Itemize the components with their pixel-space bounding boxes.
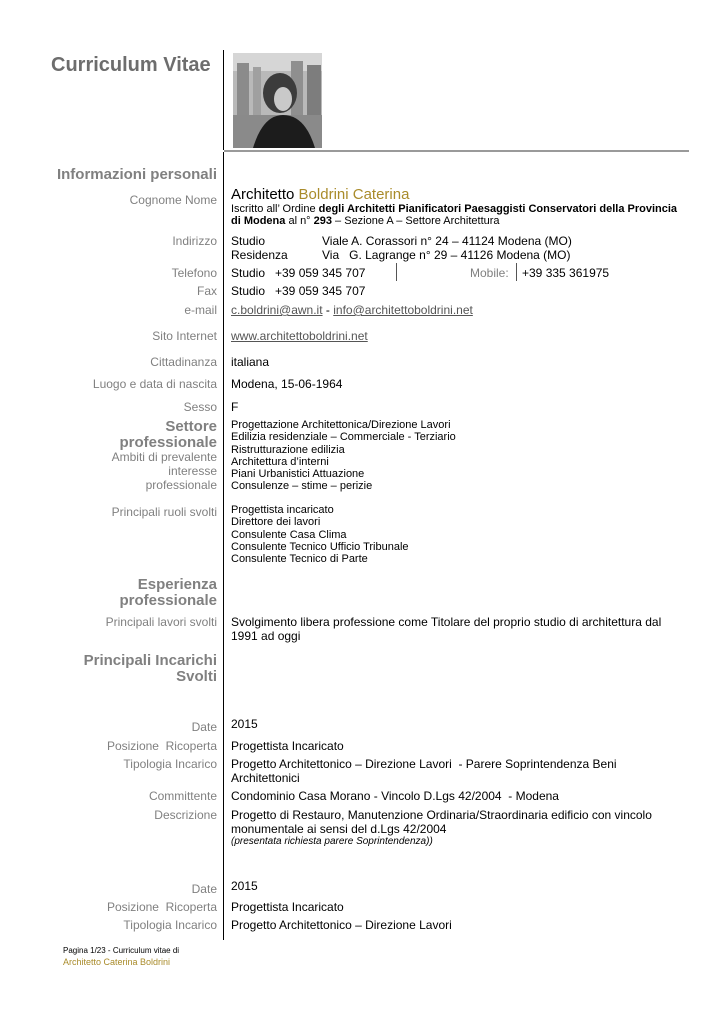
list-item: Consulente Tecnico di Parte [231,553,368,566]
sex-label: Sesso [183,400,217,414]
registration-post: – Sezione A – Settore Architettura [332,215,500,228]
entry1-date: 2015 [231,717,258,731]
works-label: Principali lavori svolti [105,615,217,629]
sector-title-line2: professionale [119,434,217,451]
address-label: Indirizzo [172,234,217,248]
email-separator: - [322,303,334,317]
entry1-type-line2: Architettonici [231,771,300,785]
email-link-1[interactable]: c.boldrini@awn.it [231,303,323,317]
works-value [231,615,661,643]
citizenship-value: italiana [231,355,270,369]
section-personal-title: Informazioni personali [56,166,217,183]
section-assignments-title [84,653,217,685]
footer-name: Architetto Caterina Boldrini [63,957,171,967]
list-item: Piani Urbanistici Attuazione [231,468,365,481]
name-label: Cognome Nome [129,193,217,207]
works-line1: Svolgimento libera professione come Titolare del proprio studio di architettura dal [231,615,662,629]
experience-title-line1: Esperienza [137,576,217,593]
entry2-position-label: Posizione Ricoperta [106,900,217,914]
name-surname: Boldrini Caterina [298,186,410,203]
email-value [231,303,473,317]
website-link[interactable]: www.architettoboldrini.net [231,329,368,343]
website-value [231,329,368,343]
entry1-description-line2: monumentale ai sensi del d.Lgs 42/2004 [231,822,447,836]
interests-list [231,419,456,493]
birth-value: Modena, 15-06-1964 [231,377,343,391]
entry1-description-label: Descrizione [154,808,217,822]
list-item: Progettista incaricato [231,504,334,516]
interests-label-line3: professionale [145,478,217,492]
entry1-client: Condominio Casa Morano - Vincolo D.Lgs 42/2004 - Modena [231,789,559,803]
entry2-date-label: Date [191,882,217,896]
address-studio: Viale A. Corassori n° 24 – 41124 Modena (MO) [322,234,572,248]
divider-vertical-top [223,50,224,150]
list-item: Consulente Tecnico Ufficio Tribunale [231,540,409,553]
list-item: Architettura d’interni [231,455,329,468]
entry1-client-label: Committente [148,789,217,803]
address-residence-type: Residenza [231,248,288,262]
name-prefix: Architetto [231,186,295,203]
entry1-description-note: (presentata richiesta parere Soprintendenza)) [231,836,433,847]
fax-value: +39 059 345 707 [275,284,366,298]
sex-value: F [231,400,239,414]
interests-label-line1: Ambiti di prevalente [111,450,217,464]
list-item: Direttore dei lavori [231,516,321,529]
phone-type: Studio [231,266,266,280]
entry1-type-label: Tipologia Incarico [123,757,217,771]
entry1-position: Progettista Incaricato [231,739,344,753]
entry2-date: 2015 [231,879,258,893]
registration-pre: Iscritto all’ Ordine [231,203,319,215]
email-link-2[interactable]: info@architettoboldrini.net [333,303,473,317]
email-label: e-mail [184,303,217,317]
registration-text [231,203,681,228]
list-item: Edilizia residenziale – Commerciale - Terziario [231,431,456,444]
entry1-position-label: Posizione Ricoperta [106,739,217,753]
mobile-value: +39 335 361975 [522,266,610,280]
entry1-description [231,808,652,848]
address-residence: Via G. Lagrange n° 29 – 41126 Modena (MO) [322,248,571,262]
address-studio-type: Studio [231,234,266,248]
works-line2: 1991 ad oggi [231,629,301,643]
mobile-label: Mobile: [470,266,509,280]
interests-label [112,450,217,492]
entry1-description-line1: Progetto di Restauro, Manutenzione Ordinaria/Straordinaria edificio con vincolo [231,808,652,822]
entry2-position: Progettista Incaricato [231,900,344,914]
website-label: Sito Internet [152,329,217,343]
interests-label-line2: interesse [168,464,217,478]
registration-number: 293 [313,215,332,228]
name-value [231,186,409,203]
divider-vertical [223,152,224,940]
assignments-title-line2: Svolti [176,668,217,685]
entry2-type-label: Tipologia Incarico [123,918,217,932]
fax-label: Fax [196,284,217,298]
fax-type: Studio [231,284,266,298]
roles-label: Principali ruoli svolti [111,505,217,519]
list-item: Consulenze – stime – perizie [231,480,373,493]
list-item: Consulente Casa Clima [231,528,347,541]
section-experience-title [119,577,217,609]
profile-photo [233,53,322,148]
entry1-date-label: Date [191,720,217,734]
phone-value: +39 059 345 707 [275,266,366,280]
roles-list [231,504,409,565]
list-item: Ristrutturazione edilizia [231,443,345,456]
cv-title: Curriculum Vitae [51,54,211,76]
citizenship-label: Cittadinanza [150,355,217,369]
sector-title-line1: Settore [165,418,217,435]
divider-horizontal [224,150,689,152]
experience-title-line2: professionale [119,592,217,609]
assignments-title-line1: Principali Incarichi [83,652,217,669]
phone-label: Telefono [171,266,217,280]
entry1-type-line1: Progetto Architettonico – Direzione Lavori - Parere Soprintendenza Beni [231,757,617,771]
birth-label: Luogo e data di nascita [92,377,217,391]
entry2-type: Progetto Architettonico – Direzione Lavori [231,918,452,932]
phone-separator [396,263,397,281]
section-sector-title [119,419,217,451]
footer-page: Pagina 1/23 - Curriculum vitae di [63,946,180,955]
registration-order: degli Architetti Pianificatori Paesaggisti Conservatori della Provincia di Modena [231,203,678,228]
mobile-separator [516,263,517,281]
list-item: Progettazione Architettonica/Direzione Lavori [231,419,451,431]
entry1-type [231,757,617,785]
registration-mid: al n° [285,215,314,228]
